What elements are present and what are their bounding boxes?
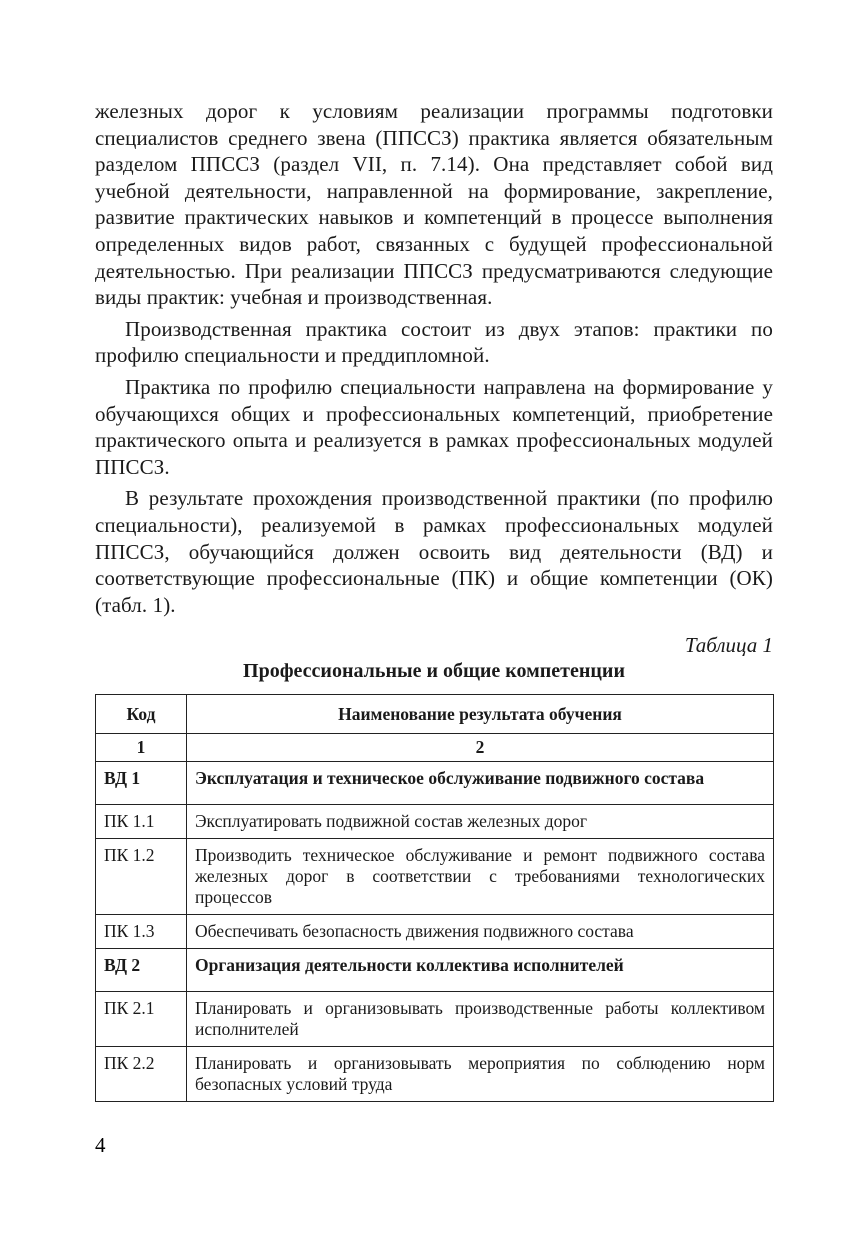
table-header-row [96, 695, 774, 734]
table-row [96, 762, 774, 805]
column-number: 1 [96, 734, 187, 762]
table-row [96, 1047, 774, 1102]
row-name: Эксплуатация и техническое обслуживание подвижного состава [187, 762, 774, 805]
row-name: Производить техническое обслуживание и ремонт подвижного состава железных дорог в соответствии с требованиями технологических процессов [187, 839, 774, 915]
row-name: Обеспечивать безопасность движения подвижного состава [187, 915, 774, 949]
table-title: Профессиональные и общие компетенции [243, 660, 625, 683]
column-header-name: Наименование результата обучения [187, 695, 774, 734]
paragraph: железных дорог к условиям реализации программы подготовки специалистов среднего звена (ППССЗ) практика является обязательным разделом ППССЗ (раздел VII, п. 7.14). Она представляет собой вид учебной деятельности, направленной на формирование, закрепление, развитие практических навыков и компетенций в процессе выполнения определенных видов работ, связанных с будущей профессиональной деятельностью. При реализации ППССЗ предусматриваются следующие виды практик: учебная и производственная. [95, 99, 773, 310]
row-code: ПК 1.3 [96, 915, 187, 949]
table-row [96, 949, 774, 992]
column-header-code: Код [96, 695, 187, 734]
table-row [96, 805, 774, 839]
row-code: ПК 2.2 [96, 1047, 187, 1102]
row-code: ВД 1 [96, 762, 187, 805]
page-number: 4 [95, 1133, 106, 1157]
row-code: ПК 2.1 [96, 992, 187, 1047]
page-body [95, 98, 773, 1102]
column-number: 2 [187, 734, 774, 762]
table-row [96, 839, 774, 915]
table-row [96, 992, 774, 1047]
paragraph: Практика по профилю специальности направлена на формирование у обучающихся общих и профессиональных компетенций, приобретение практического опыта и реализуется в рамках профессиональных модулей ППССЗ. [95, 374, 773, 479]
paragraph: Производственная практика состоит из двух этапов: практики по профилю специальности и преддипломной. [95, 316, 773, 368]
row-code: ВД 2 [96, 949, 187, 992]
table-row [96, 915, 774, 949]
row-name: Эксплуатировать подвижной состав железных дорог [187, 805, 774, 839]
row-name: Планировать и организовывать мероприятия по соблюдению норм безопасных условий труда [187, 1047, 774, 1102]
competencies-table [95, 694, 774, 1102]
paragraph: В результате прохождения производственной практики (по профилю специальности), реализуемой в рамках профессиональных модулей ППССЗ, обучающийся должен освоить вид деятельности (ВД) и соответствующие профессиональные (ПК) и общие компетенции (ОК) (табл. 1). [95, 486, 773, 617]
table-label: Таблица 1 [684, 633, 773, 658]
row-code: ПК 1.2 [96, 839, 187, 915]
row-name: Организация деятельности коллектива исполнителей [187, 949, 774, 992]
row-code: ПК 1.1 [96, 805, 187, 839]
row-name: Планировать и организовывать производственные работы коллективом исполнителей [187, 992, 774, 1047]
column-number-row [96, 734, 774, 762]
